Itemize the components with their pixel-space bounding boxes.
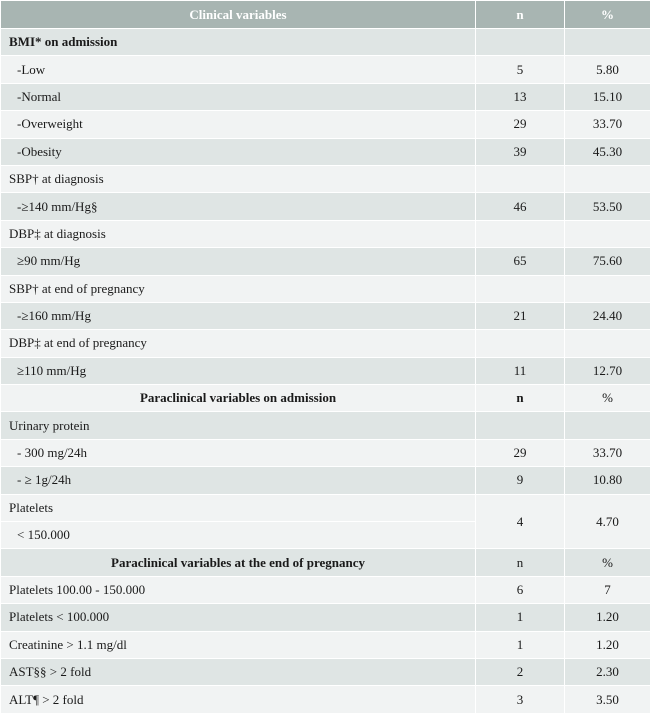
table-row [1,165,650,192]
row-n: 39 [476,138,565,165]
row-label: ≥110 mm/Hg [1,357,476,384]
row-n: 29 [476,439,565,466]
row-percent: 5.80 [565,56,650,83]
table-row [1,111,650,138]
bmi-title: BMI* on admission [1,29,476,56]
row-n: 3 [476,686,565,713]
row-label: < 150.000 [1,522,476,549]
table-row [1,56,650,83]
urinary-protein-title: Urinary protein [1,412,476,439]
table-row [1,467,650,494]
row-n: 9 [476,467,565,494]
row-n: 5 [476,56,565,83]
row-label: Platelets 100.00 - 150.000 [1,576,476,603]
section-percent: % [565,549,650,576]
table-row [1,193,650,220]
table-row [1,29,650,56]
table-row [1,357,650,384]
header-percent: % [565,1,650,29]
row-n: 13 [476,83,565,110]
row-label: Creatinine > 1.1 mg/dl [1,631,476,658]
table-row [1,330,650,357]
row-n: 65 [476,248,565,275]
section-percent: % [565,385,650,412]
row-label: Platelets < 100.000 [1,604,476,631]
section-n: n [476,385,565,412]
row-label: ALT¶ > 2 fold [1,686,476,713]
row-n: 6 [476,576,565,603]
row-label: -Obesity [1,138,476,165]
section-title-admission: Paraclinical variables on admission [1,385,476,412]
table-row [1,138,650,165]
row-n: 2 [476,658,565,685]
header-n: n [476,1,565,29]
row-percent: 2.30 [565,658,650,685]
row-percent: 53.50 [565,193,650,220]
sbp-end-title: SBP† at end of pregnancy [1,275,476,302]
table-row [1,604,650,631]
table-header-row [1,1,650,29]
row-label: -Overweight [1,111,476,138]
row-percent: 33.70 [565,439,650,466]
row-n: 21 [476,302,565,329]
row-n: 11 [476,357,565,384]
row-label: -Normal [1,83,476,110]
row-percent: 3.50 [565,686,650,713]
row-label: -≥160 mm/Hg [1,302,476,329]
dbp-end-title: DBP‡ at end of pregnancy [1,330,476,357]
table-row [1,658,650,685]
platelets-title: Platelets [1,494,476,521]
table-row [1,302,650,329]
row-label: - 300 mg/24h [1,439,476,466]
row-percent: 10.80 [565,467,650,494]
row-label: ≥90 mm/Hg [1,248,476,275]
row-percent: 7 [565,576,650,603]
table-row [1,686,650,713]
row-percent: 1.20 [565,631,650,658]
row-n: 1 [476,604,565,631]
row-percent: 75.60 [565,248,650,275]
table-row [1,412,650,439]
row-label: -Low [1,56,476,83]
table-row [1,576,650,603]
row-n: 1 [476,631,565,658]
row-label: AST§§ > 2 fold [1,658,476,685]
table-row [1,83,650,110]
table-row [1,275,650,302]
row-label: -≥140 mm/Hg§ [1,193,476,220]
header-clinical-variables: Clinical variables [1,1,476,29]
row-percent: 12.70 [565,357,650,384]
row-percent: 4.70 [565,494,650,549]
row-label: - ≥ 1g/24h [1,467,476,494]
table-row [1,248,650,275]
table-row [1,631,650,658]
table-row [1,494,650,521]
sbp-diagnosis-title: SBP† at diagnosis [1,165,476,192]
table-row [1,220,650,247]
section-header-row [1,385,650,412]
row-percent: 45.30 [565,138,650,165]
row-percent: 24.40 [565,302,650,329]
section-title-end-pregnancy: Paraclinical variables at the end of pregnancy [1,549,476,576]
dbp-diagnosis-title: DBP‡ at diagnosis [1,220,476,247]
row-percent: 33.70 [565,111,650,138]
row-n: 29 [476,111,565,138]
section-header-row [1,549,650,576]
row-n: 46 [476,193,565,220]
row-percent: 1.20 [565,604,650,631]
row-n: 4 [476,494,565,549]
table-row [1,439,650,466]
row-percent: 15.10 [565,83,650,110]
section-n: n [476,549,565,576]
